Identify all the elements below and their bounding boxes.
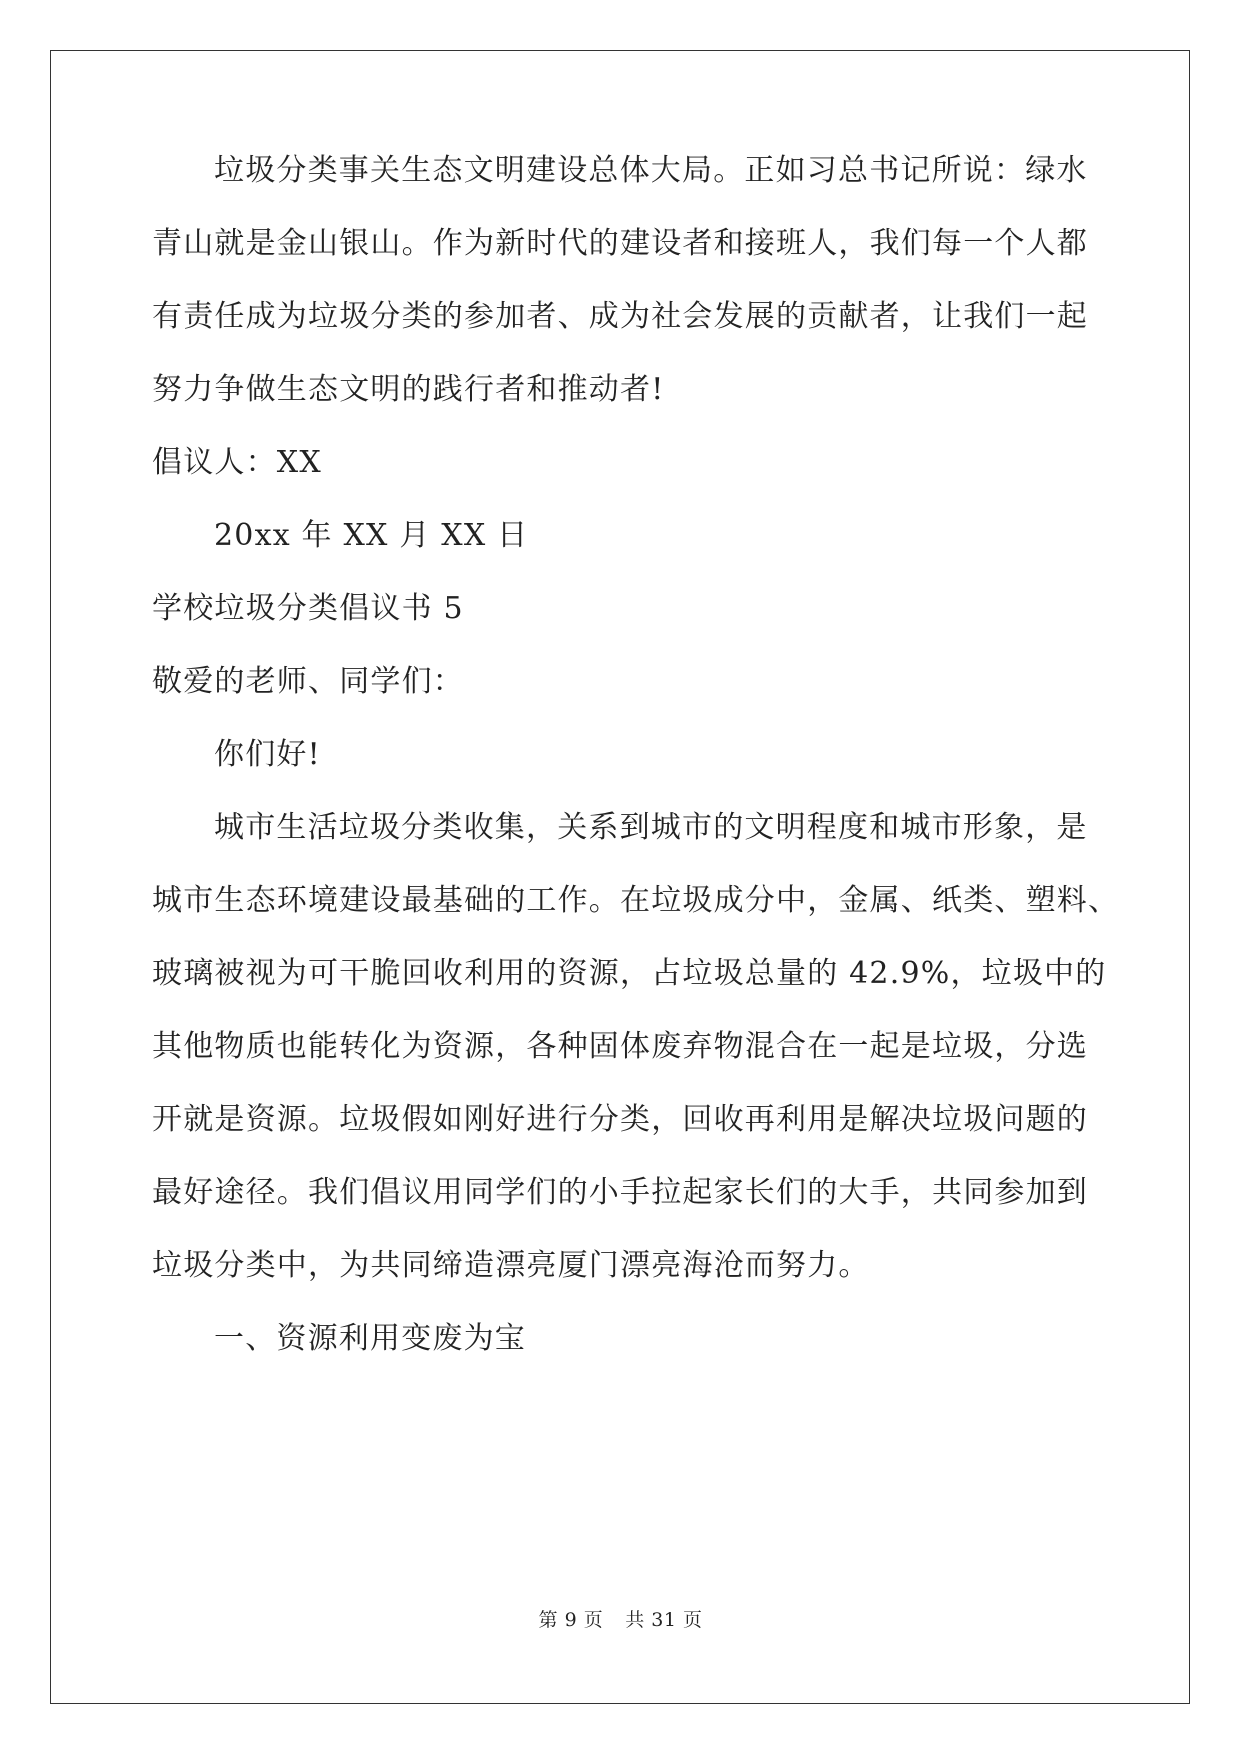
paragraph-line: 玻璃被视为可干脆回收利用的资源，占垃圾总量的 42.9%，垃圾中的 (152, 956, 1107, 991)
paragraph-line: 城市生活垃圾分类收集，关系到城市的文明程度和城市形象，是 (214, 810, 1088, 845)
paragraph-line: 垃圾分类事关生态文明建设总体大局。正如习总书记所说：绿水 (214, 153, 1088, 188)
paragraph-line: 垃圾分类中，为共同缔造漂亮厦门漂亮海沧而努力。 (152, 1248, 870, 1283)
paragraph-line: 最好途径。我们倡议用同学们的小手拉起家长们的大手，共同参加到 (152, 1175, 1088, 1210)
paragraph-line: 其他物质也能转化为资源，各种固体废弃物混合在一起是垃圾，分选 (152, 1029, 1088, 1064)
section-title: 学校垃圾分类倡议书 5 (152, 591, 464, 626)
greeting: 你们好! (214, 737, 321, 772)
total-pages: 共 31 页 (625, 1609, 703, 1631)
page-footer (0, 1608, 1241, 1632)
paragraph-line: 城市生态环境建设最基础的工作。在垃圾成分中，金属、纸类、塑料、 (152, 883, 1120, 918)
proposer-line: 倡议人：XX (152, 445, 322, 480)
list-heading: 一、资源利用变废为宝 (214, 1321, 526, 1356)
page-number: 第 9 页 (538, 1609, 604, 1631)
paragraph-line: 开就是资源。垃圾假如刚好进行分类，回收再利用是解决垃圾问题的 (152, 1102, 1088, 1137)
paragraph-line: 有责任成为垃圾分类的参加者、成为社会发展的贡献者，让我们一起 (152, 299, 1088, 334)
paragraph-line: 青山就是金山银山。作为新时代的建设者和接班人，我们每一个人都 (152, 226, 1088, 261)
paragraph-line: 努力争做生态文明的践行者和推动者! (152, 372, 665, 407)
date-line: 20xx 年 XX 月 XX 日 (214, 518, 529, 553)
salutation: 敬爱的老师、同学们： (152, 664, 464, 699)
